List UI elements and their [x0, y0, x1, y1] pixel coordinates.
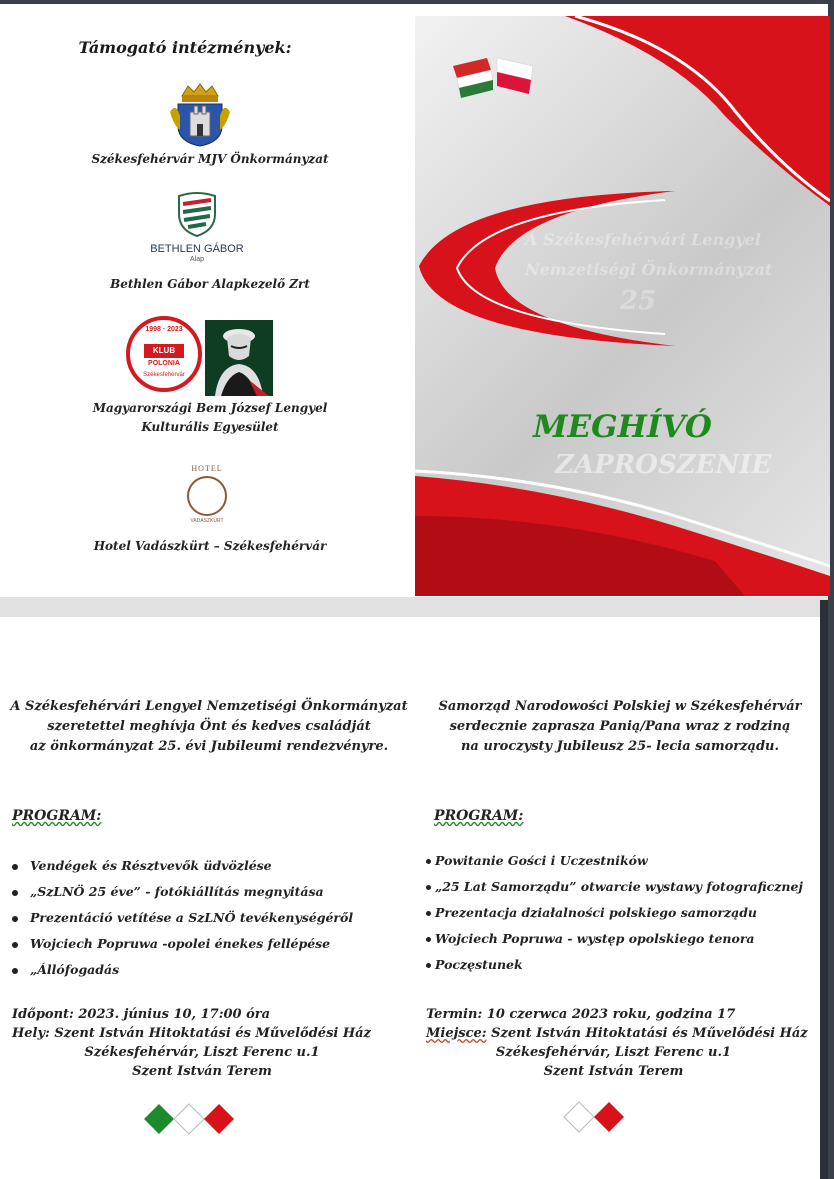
list-item: [426, 952, 803, 978]
bullet-icon: [12, 890, 18, 896]
sponsors-panel: [0, 0, 415, 595]
sponsor-hotel-name: Hotel Vadászkürt – Székesfehérvár: [93, 539, 327, 553]
city-coat-of-arms-icon: [168, 82, 232, 148]
hu-place: [12, 1024, 412, 1043]
hu-time: Időpont: 2023. június 10, 17:00 óra: [12, 1007, 271, 1022]
window-frame-right-lower: [820, 600, 828, 1179]
hotel-vadaszkurt-logo: [175, 464, 239, 528]
hotel-logo-sub: VADÁSZKÜRT: [190, 518, 224, 524]
list-item: [426, 926, 803, 952]
list-item: [12, 931, 353, 957]
hu-place-value: Szent István Hitoktatási és Művelődési Ház: [54, 1026, 371, 1041]
pl-program-item-text: Wojciech Popruwa - występ opolskiego tenora: [435, 931, 755, 946]
list-item: [12, 853, 353, 879]
hu-intro: [0, 697, 418, 757]
bullet-icon: [12, 968, 18, 974]
bullet-icon: [12, 942, 18, 948]
klub-polonia-years: 1998 · 2023: [145, 326, 183, 333]
pl-intro: [420, 697, 820, 757]
hu-intro-line-2: szeretettel meghívja Önt és kedves családját: [47, 719, 371, 734]
polish-flag-icon: [495, 54, 535, 98]
list-item: [12, 905, 353, 931]
bullet-icon: [426, 937, 431, 942]
pl-room: Szent István Terem: [543, 1064, 684, 1079]
bullet-icon: [426, 859, 431, 864]
pl-place-value: Szent István Hitoktatási és Művelődési Ház: [491, 1026, 808, 1041]
sponsor-bethlen-name: Bethlen Gábor Alapkezelő Zrt: [110, 277, 310, 291]
hotel-logo-text: HOTEL: [191, 464, 223, 473]
pl-program-heading: PROGRAM:: [434, 808, 524, 824]
bem-jozsef-portrait-icon: [205, 320, 273, 396]
pl-time: Termin: 10 czerwca 2023 roku, godzina 17: [426, 1007, 736, 1022]
hu-place-label: Hely:: [12, 1026, 50, 1041]
cover-faint-text-2: Nemzetiségi Önkormányzat: [525, 260, 773, 279]
invitation-cover: [415, 16, 830, 596]
hungarian-flag-icon: [451, 56, 493, 98]
bullet-icon: [426, 963, 431, 968]
hu-program-item-text: „Állófogadás: [30, 962, 120, 977]
hu-event-info: [12, 1005, 412, 1081]
pl-place-label: Miejsce:: [426, 1026, 487, 1041]
cover-faint-text-4: ZAPROSZENIE: [555, 450, 772, 480]
pl-program-item-text: Powitanie Gości i Uczestników: [435, 853, 648, 868]
bethlen-logo-text: BETHLEN GÁBOR: [150, 243, 244, 255]
klub-polonia-city: Székesfehérvár: [143, 372, 185, 378]
pl-intro-line-1: Samorząd Narodowości Polskiej w Székesfehérvár: [438, 699, 802, 714]
pl-intro-line-3: na uroczysty Jubileusz 25- lecia samorządu.: [460, 739, 780, 754]
klub-polonia-logo: [126, 316, 202, 392]
klub-polonia-name: POLONIA: [148, 360, 180, 367]
bullet-icon: [12, 916, 18, 922]
list-item: [426, 874, 803, 900]
list-item: [426, 848, 803, 874]
pl-program-list: [426, 848, 803, 978]
hungarian-diamonds-icon: [142, 1102, 238, 1136]
hu-program-list: [12, 853, 353, 983]
pl-city: Székesfehérvár, Liszt Ferenc u.1: [495, 1045, 732, 1060]
pl-program-item-text: „25 Lat Samorządu” otwarcie wystawy fotograficznej: [435, 879, 803, 894]
bullet-icon: [426, 885, 431, 890]
cover-title: MEGHÍVÓ: [533, 409, 712, 445]
sponsor-bem-name-1: Magyarországi Bem József Lengyel: [92, 401, 328, 415]
bullet-icon: [12, 864, 18, 870]
hu-program-item-text: Wojciech Popruwa -opolei énekes fellépése: [30, 936, 331, 951]
cover-faint-text-3: 25: [620, 286, 657, 316]
page-divider-band: [0, 597, 828, 617]
pl-intro-line-2: serdecznie zaprasza Panią/Pana wraz z rodziną: [449, 719, 791, 734]
bethlen-logo-sub: Alap: [189, 256, 204, 263]
hu-city: Székesfehérvár, Liszt Ferenc u.1: [84, 1045, 320, 1060]
polish-diamonds-icon: [562, 1100, 626, 1134]
bethlen-gabor-logo-icon: [175, 192, 219, 238]
pl-program-item-text: Prezentacja działalności polskiego samorządu: [435, 905, 758, 920]
hu-program-item-text: „SzLNÖ 25 éve” - fotókiállítás megnyitása: [30, 884, 324, 899]
hu-intro-line-3: az önkormányzat 25. évi Jubileumi rendezvényre.: [29, 739, 389, 754]
hu-program-heading: PROGRAM:: [12, 808, 102, 824]
klub-polonia-badge: KLUB: [144, 344, 184, 358]
pl-place: [426, 1024, 821, 1043]
horn-icon: [187, 476, 227, 516]
pl-program-item-text: Poczęstunek: [435, 957, 523, 972]
bullet-icon: [426, 911, 431, 916]
hu-program-item-text: Prezentáció vetítése a SzLNÖ tevékenységéről: [30, 910, 354, 925]
hu-program-item-text: Vendégek és Résztvevők üdvözlése: [30, 858, 272, 873]
list-item: [12, 879, 353, 905]
list-item: [12, 957, 353, 983]
pl-event-info: [426, 1005, 821, 1081]
sponsor-bem-name-2: Kulturális Egyesület: [141, 420, 279, 434]
hu-room: Szent István Terem: [132, 1064, 272, 1079]
sponsors-title: Támogató intézmények:: [78, 38, 292, 57]
hu-intro-line-1: A Székesfehérvári Lengyel Nemzetiségi Önkormányzat: [10, 699, 408, 714]
cover-faint-text-1: A Székesfehérvári Lengyel: [525, 230, 761, 249]
list-item: [426, 900, 803, 926]
sponsor-city-name: Székesfehérvár MJV Önkormányzat: [91, 152, 329, 166]
